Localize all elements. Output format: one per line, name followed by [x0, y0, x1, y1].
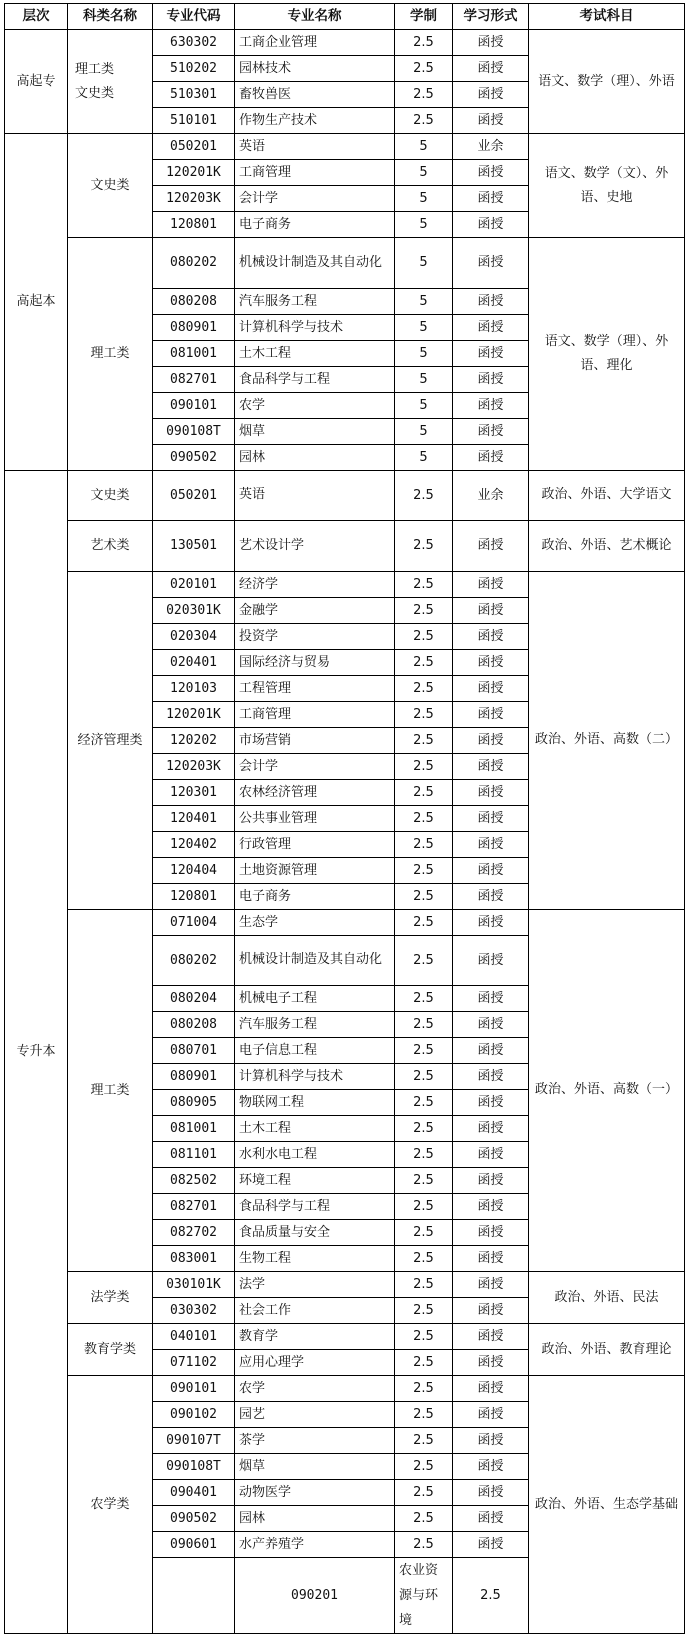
study-mode: 函授	[453, 727, 529, 753]
study-mode: 函授	[453, 1298, 529, 1324]
study-mode: 函授	[453, 1480, 529, 1506]
major-name: 投资学	[235, 623, 395, 649]
table-row	[5, 571, 685, 597]
study-years: 2.5	[395, 1324, 453, 1350]
major-name: 机械设计制造及其自动化	[235, 238, 395, 289]
major-code: 040101	[153, 1324, 235, 1350]
major-name: 土地资源管理	[235, 857, 395, 883]
header-category: 科类名称	[68, 4, 153, 30]
exam-subjects: 政治、外语、高数（二）	[529, 571, 685, 909]
exam-subjects: 语文、数学（文）、外语、史地	[529, 134, 685, 238]
study-years: 2.5	[395, 649, 453, 675]
major-code: 080204	[153, 986, 235, 1012]
level-cell: 专升本	[5, 470, 68, 1634]
major-code: 020101	[153, 571, 235, 597]
major-name: 电子信息工程	[235, 1038, 395, 1064]
study-years: 2.5	[453, 1558, 529, 1634]
exam-subjects: 政治、外语、高数（一）	[529, 909, 685, 1272]
study-years: 2.5	[395, 1220, 453, 1246]
study-years: 2.5	[395, 883, 453, 909]
study-mode: 函授	[453, 701, 529, 727]
exam-subjects: 政治、外语、民法	[529, 1272, 685, 1324]
major-name: 生物工程	[235, 1246, 395, 1272]
study-mode: 函授	[453, 1350, 529, 1376]
study-years: 2.5	[395, 1142, 453, 1168]
major-code: 090101	[153, 1376, 235, 1402]
major-code: 120201K	[153, 701, 235, 727]
exam-subjects: 语文、数学（理）、外语	[529, 30, 685, 134]
study-mode: 函授	[453, 212, 529, 238]
major-name: 经济学	[235, 571, 395, 597]
table-row	[5, 134, 685, 160]
study-mode: 函授	[453, 288, 529, 314]
major-name: 生态学	[235, 909, 395, 935]
study-mode: 函授	[453, 521, 529, 572]
major-code: 090107T	[153, 1428, 235, 1454]
major-code: 030101K	[153, 1272, 235, 1298]
major-name: 食品科学与工程	[235, 366, 395, 392]
study-mode: 函授	[453, 1272, 529, 1298]
study-mode: 函授	[453, 1142, 529, 1168]
table-row	[5, 1376, 685, 1402]
major-code: 120401	[153, 805, 235, 831]
major-name: 英语	[235, 134, 395, 160]
major-name: 烟草	[235, 1454, 395, 1480]
major-name: 英语	[235, 470, 395, 521]
study-years: 2.5	[395, 1116, 453, 1142]
study-mode: 函授	[453, 1376, 529, 1402]
study-years: 5	[395, 366, 453, 392]
major-name: 计算机科学与技术	[235, 314, 395, 340]
study-mode: 函授	[453, 986, 529, 1012]
study-years: 5	[395, 212, 453, 238]
major-code: 080208	[153, 288, 235, 314]
major-code: 120404	[153, 857, 235, 883]
study-mode: 函授	[453, 1402, 529, 1428]
study-years: 2.5	[395, 1012, 453, 1038]
major-code: 510202	[153, 56, 235, 82]
study-years: 2.5	[395, 82, 453, 108]
study-mode: 函授	[453, 1116, 529, 1142]
category-cell: 理工类	[68, 909, 153, 1272]
study-mode: 函授	[453, 1220, 529, 1246]
study-mode: 函授	[453, 1038, 529, 1064]
major-name: 动物医学	[235, 1480, 395, 1506]
study-mode: 函授	[453, 1532, 529, 1558]
study-years: 2.5	[395, 1038, 453, 1064]
major-code: 082702	[153, 1220, 235, 1246]
study-mode: 函授	[453, 1090, 529, 1116]
study-mode: 函授	[453, 1428, 529, 1454]
study-mode: 函授	[453, 779, 529, 805]
major-name: 金融学	[235, 597, 395, 623]
study-mode: 函授	[453, 909, 529, 935]
study-mode: 函授	[453, 1168, 529, 1194]
study-mode: 函授	[453, 30, 529, 56]
category-line: 理工类	[75, 61, 115, 77]
study-mode: 函授	[453, 753, 529, 779]
study-mode: 函授	[453, 160, 529, 186]
major-name: 园艺	[235, 1402, 395, 1428]
major-code: 120801	[153, 883, 235, 909]
study-mode: 函授	[453, 444, 529, 470]
study-mode: 函授	[453, 340, 529, 366]
study-mode: 函授	[453, 1194, 529, 1220]
category-cell: 文史类	[68, 470, 153, 521]
major-name: 茶学	[235, 1428, 395, 1454]
study-years: 2.5	[395, 1272, 453, 1298]
study-years: 2.5	[395, 571, 453, 597]
study-mode: 函授	[453, 108, 529, 134]
major-name: 农业资源与环境	[395, 1558, 453, 1634]
study-years: 2.5	[395, 56, 453, 82]
major-code: 510101	[153, 108, 235, 134]
major-code: 083001	[153, 1246, 235, 1272]
major-code: 050201	[153, 470, 235, 521]
level-cell: 高起专	[5, 30, 68, 134]
major-code: 050201	[153, 134, 235, 160]
study-years: 2.5	[395, 623, 453, 649]
study-mode: 函授	[453, 571, 529, 597]
major-code: 081001	[153, 340, 235, 366]
major-code: 080701	[153, 1038, 235, 1064]
major-code: 030302	[153, 1298, 235, 1324]
major-code: 020304	[153, 623, 235, 649]
major-name: 行政管理	[235, 831, 395, 857]
study-years: 5	[395, 288, 453, 314]
major-name: 国际经济与贸易	[235, 649, 395, 675]
study-mode: 函授	[453, 597, 529, 623]
level-cell-empty	[153, 1558, 235, 1634]
category-cell: 教育学类	[68, 1324, 153, 1376]
exam-subjects: 政治、外语、教育理论	[529, 1324, 685, 1376]
study-years: 2.5	[395, 521, 453, 572]
study-years: 2.5	[395, 470, 453, 521]
study-mode: 函授	[453, 1454, 529, 1480]
study-years: 2.5	[395, 1168, 453, 1194]
major-name: 机械设计制造及其自动化	[235, 935, 395, 986]
major-name: 水产养殖学	[235, 1532, 395, 1558]
study-years: 2.5	[395, 805, 453, 831]
major-code: 090108T	[153, 1454, 235, 1480]
table-row	[5, 521, 685, 572]
category-cell: 理工类	[68, 238, 153, 471]
exam-subjects: 政治、外语、艺术概论	[529, 521, 685, 572]
study-years: 2.5	[395, 727, 453, 753]
study-years: 5	[395, 340, 453, 366]
major-name: 园林技术	[235, 56, 395, 82]
major-code: 081001	[153, 1116, 235, 1142]
major-name: 水利水电工程	[235, 1142, 395, 1168]
exam-subjects: 语文、数学（理）、外语、理化	[529, 238, 685, 471]
header-code: 专业代码	[153, 4, 235, 30]
major-code: 120202	[153, 727, 235, 753]
major-name: 工程管理	[235, 675, 395, 701]
major-code: 071004	[153, 909, 235, 935]
major-code: 090502	[153, 444, 235, 470]
major-code: 020401	[153, 649, 235, 675]
major-code: 081101	[153, 1142, 235, 1168]
study-mode: 函授	[453, 1012, 529, 1038]
category-cell: 艺术类	[68, 521, 153, 572]
table-row	[5, 1272, 685, 1298]
major-code: 120201K	[153, 160, 235, 186]
major-code: 130501	[153, 521, 235, 572]
table-row	[5, 1324, 685, 1350]
major-code: 120801	[153, 212, 235, 238]
study-years: 2.5	[395, 1376, 453, 1402]
study-mode: 函授	[453, 366, 529, 392]
major-code: 080208	[153, 1012, 235, 1038]
study-years: 5	[395, 238, 453, 289]
major-name: 公共事业管理	[235, 805, 395, 831]
major-code: 080901	[153, 1064, 235, 1090]
study-mode: 函授	[453, 831, 529, 857]
table-row	[5, 470, 685, 521]
major-code: 120402	[153, 831, 235, 857]
study-years: 5	[395, 418, 453, 444]
major-name: 计算机科学与技术	[235, 1064, 395, 1090]
major-code: 082701	[153, 366, 235, 392]
major-name: 工商管理	[235, 701, 395, 727]
major-name: 食品质量与安全	[235, 1220, 395, 1246]
study-mode: 函授	[453, 56, 529, 82]
study-mode: 函授	[453, 186, 529, 212]
major-code: 090201	[235, 1558, 395, 1634]
study-years: 2.5	[395, 1090, 453, 1116]
major-name: 作物生产技术	[235, 108, 395, 134]
table-row	[5, 238, 685, 289]
study-years: 5	[395, 134, 453, 160]
major-name: 园林	[235, 1506, 395, 1532]
major-name: 会计学	[235, 186, 395, 212]
study-years: 2.5	[395, 1402, 453, 1428]
study-years: 2.5	[395, 1064, 453, 1090]
table-row	[5, 909, 685, 935]
category-cell: 经济管理类	[68, 571, 153, 909]
major-code: 120203K	[153, 753, 235, 779]
study-years: 2.5	[395, 1194, 453, 1220]
study-mode: 函授	[453, 649, 529, 675]
study-years: 2.5	[395, 108, 453, 134]
major-name: 食品科学与工程	[235, 1194, 395, 1220]
major-name: 工商管理	[235, 160, 395, 186]
study-mode: 函授	[453, 883, 529, 909]
study-mode: 函授	[453, 418, 529, 444]
major-code: 082502	[153, 1168, 235, 1194]
study-mode: 函授	[453, 1324, 529, 1350]
study-mode: 函授	[453, 675, 529, 701]
major-name: 汽车服务工程	[235, 288, 395, 314]
major-name: 汽车服务工程	[235, 1012, 395, 1038]
major-code: 510301	[153, 82, 235, 108]
majors-table	[4, 3, 685, 1634]
study-mode: 函授	[453, 857, 529, 883]
header-major: 专业名称	[235, 4, 395, 30]
major-code: 080202	[153, 935, 235, 986]
table-row	[5, 30, 685, 56]
major-name: 园林	[235, 444, 395, 470]
major-name: 农林经济管理	[235, 779, 395, 805]
major-name: 工商企业管理	[235, 30, 395, 56]
major-code: 080901	[153, 314, 235, 340]
major-name: 艺术设计学	[235, 521, 395, 572]
study-mode: 函授	[453, 1246, 529, 1272]
major-name: 电子商务	[235, 212, 395, 238]
major-code: 090601	[153, 1532, 235, 1558]
study-mode: 业余	[453, 470, 529, 521]
major-code: 082701	[153, 1194, 235, 1220]
category-cell: 法学类	[68, 1272, 153, 1324]
study-years: 2.5	[395, 30, 453, 56]
study-mode: 函授	[453, 1064, 529, 1090]
study-years: 2.5	[395, 779, 453, 805]
study-years: 2.5	[395, 1480, 453, 1506]
major-code: 090401	[153, 1480, 235, 1506]
major-name: 教育学	[235, 1324, 395, 1350]
major-name: 土木工程	[235, 340, 395, 366]
study-years: 5	[395, 160, 453, 186]
major-name: 电子商务	[235, 883, 395, 909]
major-name: 法学	[235, 1272, 395, 1298]
major-name: 社会工作	[235, 1298, 395, 1324]
study-years: 2.5	[395, 986, 453, 1012]
study-years: 2.5	[395, 857, 453, 883]
exam-subjects: 政治、外语、大学语文	[529, 470, 685, 521]
study-years: 5	[395, 392, 453, 418]
study-years: 2.5	[395, 701, 453, 727]
major-name: 土木工程	[235, 1116, 395, 1142]
major-code: 120203K	[153, 186, 235, 212]
header-mode: 学习形式	[453, 4, 529, 30]
major-code: 090102	[153, 1402, 235, 1428]
major-code: 080905	[153, 1090, 235, 1116]
study-mode: 函授	[453, 1506, 529, 1532]
study-mode: 函授	[453, 82, 529, 108]
study-mode: 函授	[453, 935, 529, 986]
header-level: 层次	[5, 4, 68, 30]
study-mode: 业余	[453, 134, 529, 160]
header-exam: 考试科目	[529, 4, 685, 30]
major-code: 120301	[153, 779, 235, 805]
study-mode: 函授	[453, 623, 529, 649]
major-name: 农学	[235, 392, 395, 418]
major-code: 080202	[153, 238, 235, 289]
study-years: 2.5	[395, 1454, 453, 1480]
major-code: 071102	[153, 1350, 235, 1376]
major-name: 市场营销	[235, 727, 395, 753]
major-name: 应用心理学	[235, 1350, 395, 1376]
category-cell: 文史类	[68, 134, 153, 238]
exam-subjects: 政治、外语、生态学基础	[529, 1376, 685, 1634]
study-years: 2.5	[395, 1246, 453, 1272]
category-cell: 农学类	[68, 1376, 153, 1634]
level-cell: 高起本	[5, 134, 68, 471]
study-years: 2.5	[395, 1532, 453, 1558]
header-years: 学制	[395, 4, 453, 30]
major-code: 090502	[153, 1506, 235, 1532]
study-years: 2.5	[395, 675, 453, 701]
major-code: 090108T	[153, 418, 235, 444]
major-name: 物联网工程	[235, 1090, 395, 1116]
header-row	[5, 4, 685, 30]
major-name: 会计学	[235, 753, 395, 779]
major-code: 630302	[153, 30, 235, 56]
major-name: 环境工程	[235, 1168, 395, 1194]
study-years: 2.5	[395, 1350, 453, 1376]
category-cell	[68, 30, 153, 134]
major-name: 机械电子工程	[235, 986, 395, 1012]
study-mode: 函授	[453, 314, 529, 340]
category-line: 文史类	[75, 85, 115, 101]
study-years: 2.5	[395, 753, 453, 779]
study-years: 2.5	[395, 597, 453, 623]
major-code: 020301K	[153, 597, 235, 623]
major-code: 090101	[153, 392, 235, 418]
table-body	[5, 30, 685, 1634]
study-years: 2.5	[395, 935, 453, 986]
study-years: 2.5	[395, 909, 453, 935]
study-years: 2.5	[395, 1428, 453, 1454]
study-years: 5	[395, 444, 453, 470]
major-name: 烟草	[235, 418, 395, 444]
major-code: 120103	[153, 675, 235, 701]
study-years: 2.5	[395, 1506, 453, 1532]
major-name: 农学	[235, 1376, 395, 1402]
study-years: 2.5	[395, 1298, 453, 1324]
study-mode: 函授	[453, 238, 529, 289]
study-years: 5	[395, 186, 453, 212]
study-years: 5	[395, 314, 453, 340]
study-years: 2.5	[395, 831, 453, 857]
study-mode: 函授	[453, 805, 529, 831]
major-name: 畜牧兽医	[235, 82, 395, 108]
study-mode: 函授	[453, 392, 529, 418]
